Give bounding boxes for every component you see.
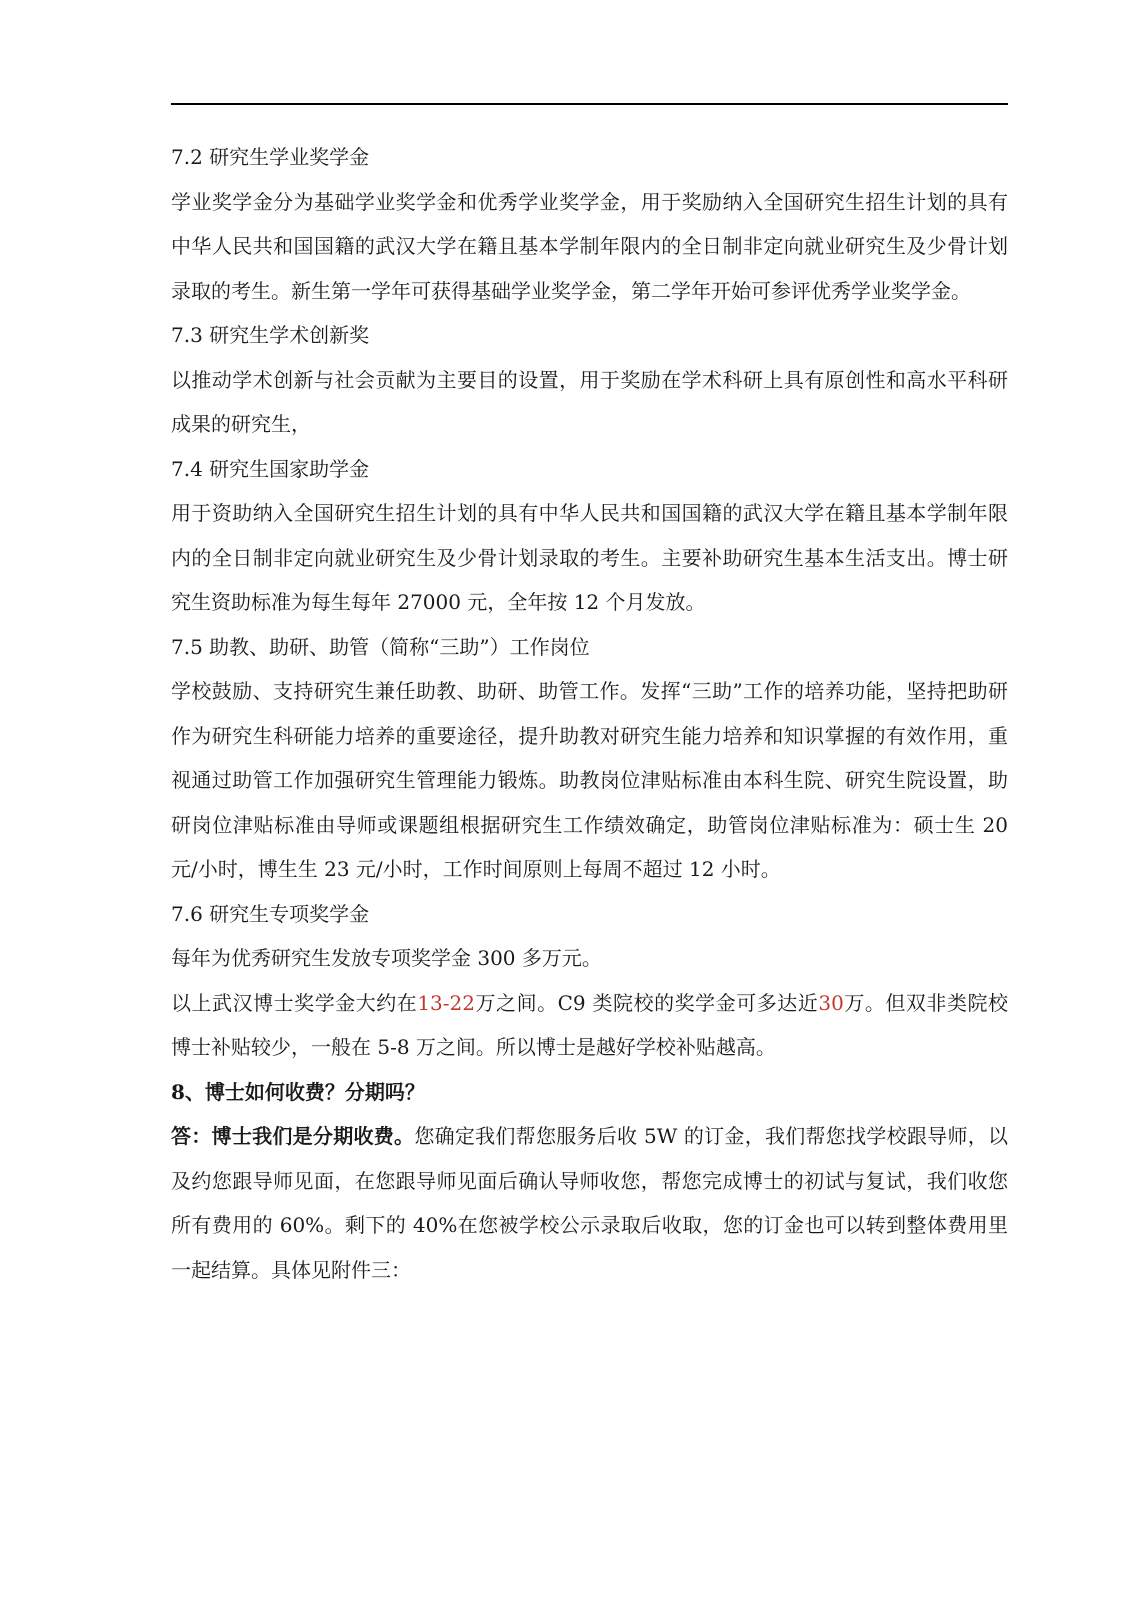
section-7-5-heading: 7.5 助教、助研、助管（简称“三助”）工作岗位	[171, 634, 590, 659]
summary-max-highlight: 30	[818, 990, 844, 1015]
section-7-3-heading: 7.3 研究生学术创新奖	[171, 323, 370, 347]
summary-range-highlight: 13-22	[417, 990, 475, 1015]
summary-part-1: 以上武汉博士奖学金大约在	[171, 990, 418, 1015]
section-7-3-body: 以推动学术创新与社会贡献为主要目的设置，用于奖励在学术科研上具有原创性和高水平科研成果的研究生，	[171, 367, 1008, 436]
section-7-4-body: 用于资助纳入全国研究生招生计划的具有中华人民共和国国籍的武汉大学在籍且基本学制年限内的全日制非定向就业研究生及少骨计划录取的考生。主要补助研究生基本生活支出。博士研究生资助标准为每生每年 27000 元，全年按 12 个月发放。	[171, 501, 1008, 614]
summary-paragraph	[171, 981, 1008, 1070]
section-7-6-heading: 7.6 研究生专项奖学金	[171, 901, 370, 926]
section-8-answer	[171, 1114, 1008, 1292]
section-8-heading: 8、博士如何收费？分期吗？	[171, 1079, 425, 1104]
document-body	[171, 135, 1008, 1292]
answer-lead: 答：博士我们是分期收费。	[171, 1124, 415, 1148]
section-7-2-heading: 7.2 研究生学业奖学金	[171, 145, 370, 169]
section-7-2-body: 学业奖学金分为基础学业奖学金和优秀学业奖学金，用于奖励纳入全国研究生招生计划的具有中华人民共和国国籍的武汉大学在籍且基本学制年限内的全日制非定向就业研究生及少骨计划录取的考生。新生第一学年可获得基础学业奖学金，第二学年开始可参评优秀学业奖学金。	[171, 189, 1008, 303]
summary-part-2: 万之间。C9 类院校的奖学金可多达近	[474, 990, 819, 1015]
header-rule	[171, 103, 1008, 105]
answer-body: 您确定我们帮您服务后收 5W 的订金，我们帮您找学校跟导师，以及约您跟导师见面，在您跟导师见面后确认导师收您，帮您完成博士的初试与复试，我们收您所有费用的 60%。剩下的 40%在您被学校公示录取后收取，您的订金也可以转到整体费用里一起结算。具体见附件三：	[171, 1124, 1009, 1282]
section-7-4-heading: 7.4 研究生国家助学金	[171, 456, 370, 481]
section-7-6-body: 每年为优秀研究生发放专项奖学金 300 多万元。	[171, 946, 602, 970]
section-7-5-body: 学校鼓励、支持研究生兼任助教、助研、助管工作。发挥“三助”工作的培养功能，坚持把助研作为研究生科研能力培养的重要途径，提升助教对研究生能力培养和知识掌握的有效作用，重视通过助管工作加强研究生管理能力锻炼。助教岗位津贴标准由本科生院、研究生院设置，助研岗位津贴标准由导师或课题组根据研究生工作绩效确定，助管岗位津贴标准为：硕士生 20 元/小时，博生生 23 元/小时，工作时间原则上每周不超过 12 小时。	[171, 679, 1008, 881]
summary-part-3: 万。但双非类院校博士补贴较少，一般在 5-8 万之间。所以博士是越好学校补贴越高。	[171, 990, 1009, 1059]
